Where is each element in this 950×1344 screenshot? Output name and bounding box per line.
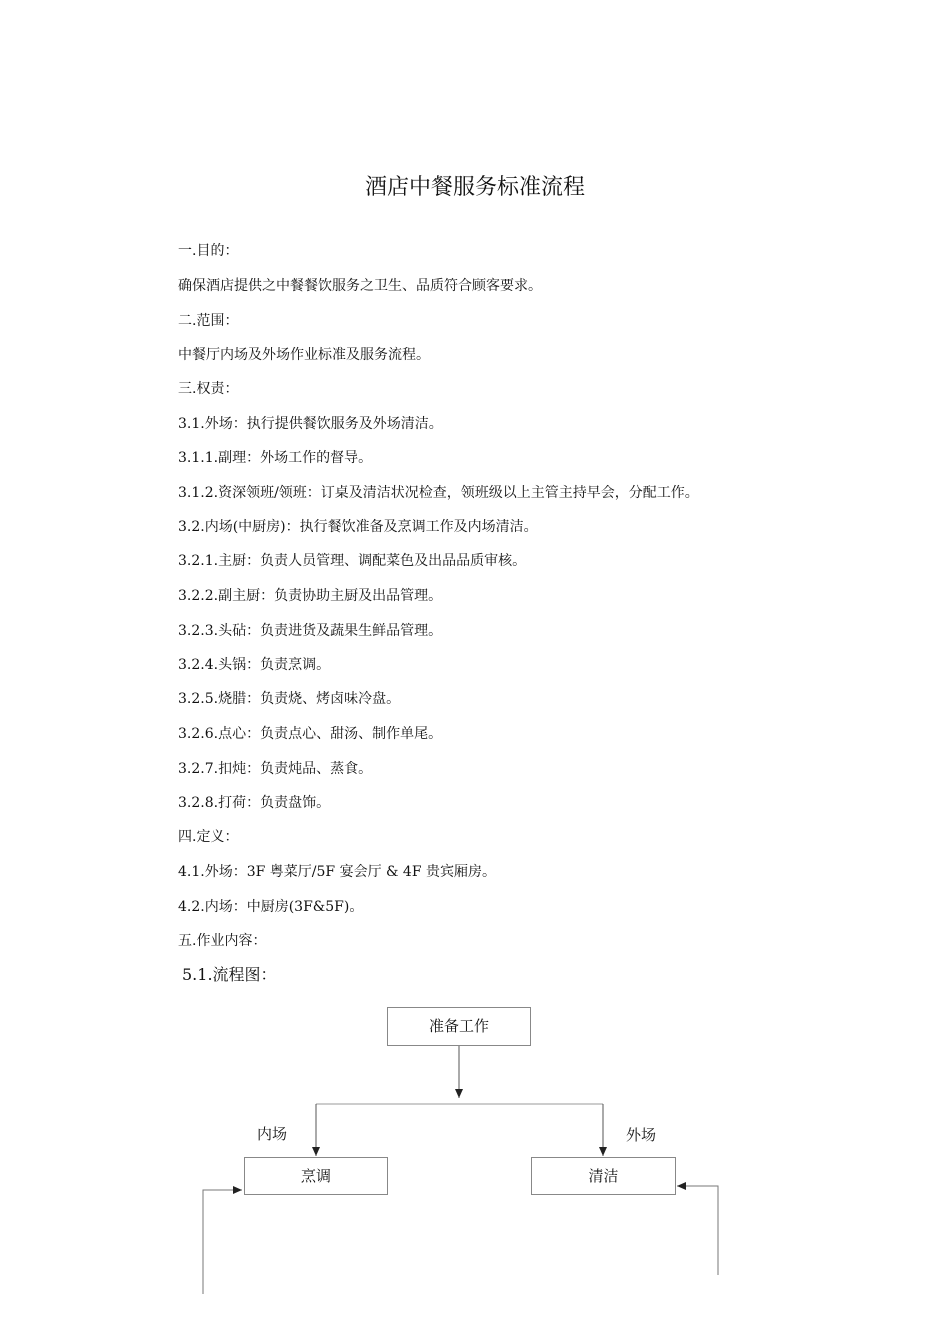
responsibility-line: 3.2.8.打荷：负责盘饰。 [178, 795, 331, 811]
section-heading-purpose: 一.目的： [178, 243, 239, 259]
connector-loop-right [677, 1186, 718, 1275]
flow-box-cleaning: 清洁 [531, 1157, 676, 1195]
flowchart-heading: 5.1.流程图： [182, 965, 277, 984]
responsibility-line: 3.2.7.扣炖：负责炖品、蒸食。 [178, 761, 373, 777]
flow-label-inner: 内场 [257, 1125, 288, 1143]
responsibility-line: 3.1.外场：执行提供餐饮服务及外场清洁。 [178, 416, 443, 432]
scope-text: 中餐厅内场及外场作业标准及服务流程。 [178, 347, 430, 363]
responsibility-line: 3.2.6.点心：负责点心、甜汤、制作单尾。 [178, 726, 443, 742]
responsibility-line: 3.2.4.头锅：负责烹调。 [178, 657, 331, 673]
responsibility-line: 3.1.1.副理：外场工作的督导。 [178, 450, 373, 466]
section-heading-responsibility: 三.权责： [178, 381, 239, 397]
flow-box-start: 准备工作 [387, 1007, 531, 1046]
responsibility-line: 3.2.2.副主厨：负责协助主厨及出品管理。 [178, 588, 443, 604]
section-heading-scope: 二.范围： [178, 313, 239, 329]
connector-loop-left [203, 1190, 242, 1294]
definition-line: 4.1.外场：3F 粤菜厅/5F 宴会厅 & 4F 贵宾厢房。 [178, 864, 497, 880]
flow-box-cooking: 烹调 [244, 1157, 388, 1195]
purpose-text: 确保酒店提供之中餐餐饮服务之卫生、品质符合顾客要求。 [178, 278, 542, 294]
section-heading-definition: 四.定义： [178, 829, 239, 845]
document-title: 酒店中餐服务标准流程 [364, 175, 585, 200]
section-heading-procedure: 五.作业内容： [178, 933, 267, 949]
responsibility-line: 3.2.3.头砧：负责进货及蔬果生鲜品管理。 [178, 623, 443, 639]
flow-label-outer: 外场 [626, 1126, 657, 1144]
responsibility-line: 3.1.2.资深领班/领班：订桌及清洁状况检查，领班级以上主管主持早会，分配工作。 [178, 485, 699, 501]
responsibility-line: 3.2.1.主厨：负责人员管理、调配菜色及出品品质审核。 [178, 553, 527, 569]
definition-line: 4.2.内场：中厨房(3F&5F)。 [178, 899, 364, 915]
responsibility-line: 3.2.5.烧腊：负责烧、烤卤味冷盘。 [178, 691, 401, 707]
responsibility-line: 3.2.内场(中厨房)：执行餐饮准备及烹调工作及内场清洁。 [178, 519, 538, 535]
